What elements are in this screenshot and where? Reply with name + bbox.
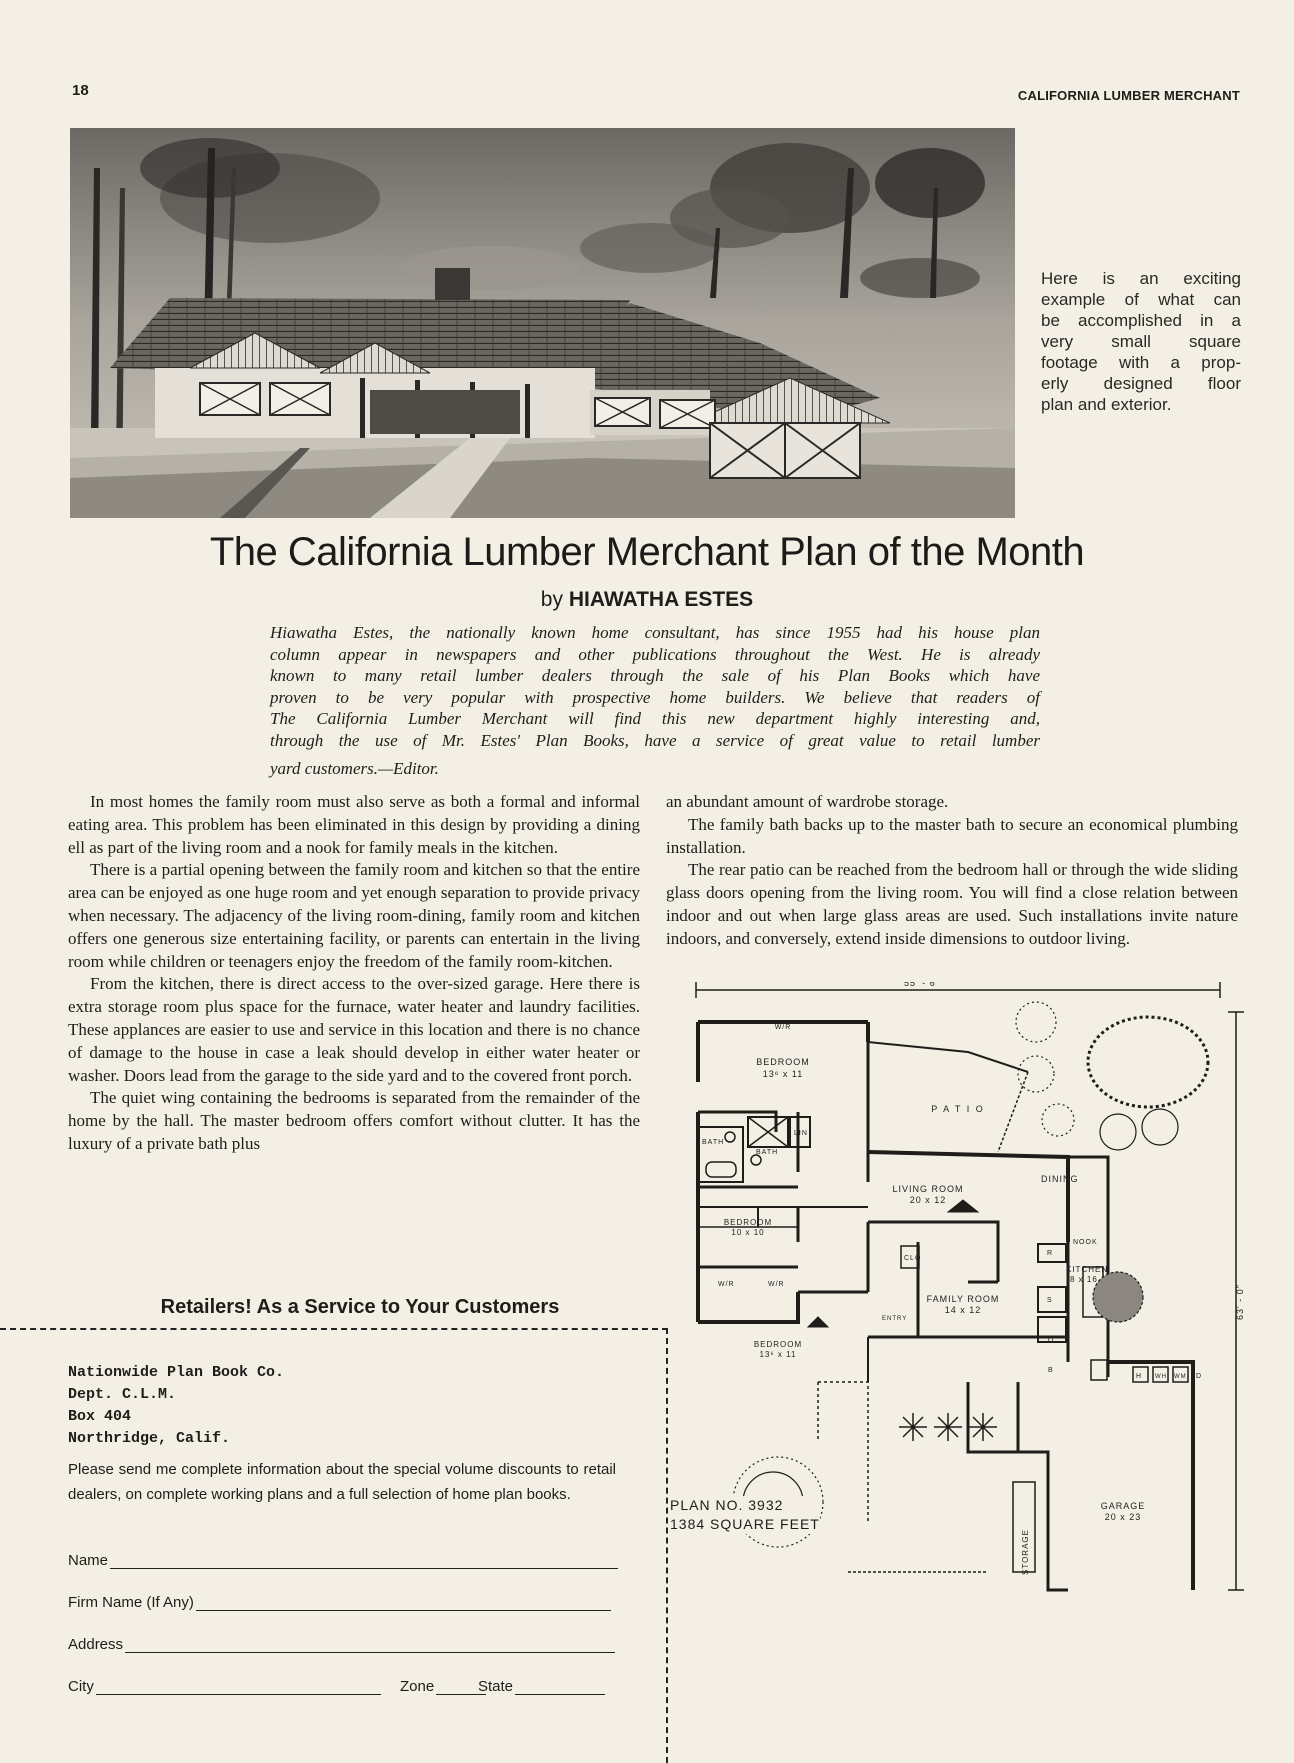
illustration-caption: [1041, 268, 1241, 415]
caption-line: erly designed floor: [1041, 374, 1241, 393]
city-blank[interactable]: [96, 1680, 381, 1695]
label-dryer: D: [1196, 1373, 1203, 1380]
article-column-right: [666, 791, 1238, 951]
intro-line: proven to be very popular with prospective home builders. We believe that readers of: [270, 687, 1040, 707]
name-blank[interactable]: [110, 1554, 618, 1569]
label-b: B: [1048, 1367, 1054, 1374]
label-oven: O: [1048, 1337, 1055, 1344]
depth-dimension: 63' - 0": [1235, 1284, 1245, 1320]
state-blank[interactable]: [515, 1680, 605, 1695]
paragraph: There is a partial opening between the family room and kitchen so that the entire area can be enjoyed as one huge room and yet enough separation to provide privacy when necessary. The adjacency of the living room-dining, family room and kitchen offers one generous size entertaining facility, or parents can entertain in the living room while children or teenagers enjoy the freedom of the family room-kitchen.: [68, 860, 640, 971]
paragraph: The rear patio can be reached from the bedroom hall or through the wide sliding glass doors opening from the living room. You will find a close relation between indoor and out when large glass areas are used. Such installations invite nature indoors, and conversely, extend inside dimensions to outdoor living.: [666, 860, 1238, 948]
label-closet: CLO: [904, 1255, 922, 1262]
label-wr-top: W/R: [774, 1024, 792, 1031]
zone-label: Zone: [400, 1678, 435, 1695]
label-bath-2: BATH: [756, 1149, 779, 1156]
label-bedroom-1-size: 13⁶ x 11: [762, 1069, 804, 1079]
coupon-request-text: Please send me complete information about the special volume discounts to retail dealers, on complete working plans and a full selection of home plan books.: [68, 1461, 616, 1503]
caption-line: Here is an exciting: [1041, 269, 1241, 288]
coupon-heading: Retailers! As a Service to Your Customers: [160, 1296, 560, 1318]
label-wr-1: W/R: [718, 1281, 735, 1288]
label-kitchen: KITCHEN: [1066, 1265, 1109, 1274]
label-lin: LIN: [794, 1130, 808, 1137]
width-dimension: 55' - 6": [904, 982, 940, 988]
byline-author: HIAWATHA ESTES: [568, 588, 754, 611]
label-family-room: FAMILY ROOM: [926, 1294, 1000, 1304]
editor-intro-signoff: yard customers.—Editor.: [270, 759, 439, 778]
plan-number-label: PLAN NO. 3932: [670, 1497, 784, 1513]
firm-label: Firm Name (If Any): [68, 1594, 194, 1611]
label-bath-1: BATH: [702, 1139, 725, 1146]
paragraph: From the kitchen, there is direct access to the over-sized garage. Here there is extra storage room plus space for the furnace, water heater and laundry facilities. These applances are easier to use and service in this location and there is no chance of damage to the house in case a leak should develop in either water heater or washer. Doors lead from the garage to the side yard and to the covered front porch.: [68, 974, 640, 1085]
paragraph: The quiet wing containing the bedrooms is separated from the remainder of the home by the hall. The master bedroom offers comfort without clutter. It has the luxury of a private bath plus: [68, 1088, 640, 1153]
state-field[interactable]: [478, 1678, 605, 1695]
byline: [0, 588, 1294, 612]
caption-line: plan and exterior.: [1041, 395, 1172, 414]
label-washer: WM: [1174, 1374, 1187, 1380]
intro-line: column appear in newspapers and other publications throughout the West. He is already: [270, 644, 1040, 664]
page-number: 18: [72, 82, 89, 99]
address-line: Box 404: [68, 1408, 132, 1425]
firm-blank[interactable]: [196, 1596, 611, 1611]
label-garage-size: 20 x 23: [1104, 1512, 1142, 1522]
label-nook: NOOK: [1073, 1239, 1098, 1246]
coupon-cut-line-top: [0, 1328, 668, 1330]
label-dining: DINING: [1041, 1174, 1079, 1184]
label-bedroom-2: BEDROOM: [723, 1218, 773, 1227]
plan-number: [670, 1496, 820, 1534]
label-water-heater: WH: [1155, 1374, 1167, 1380]
label-bedroom-1: BEDROOM: [756, 1057, 810, 1067]
firm-field[interactable]: [68, 1594, 611, 1611]
address-label: Address: [68, 1636, 124, 1653]
address-blank[interactable]: [125, 1638, 615, 1653]
name-label: Name: [68, 1552, 109, 1569]
caption-line: be accomplished in a: [1041, 311, 1241, 330]
article-column-left: [68, 791, 640, 1156]
zone-field[interactable]: [400, 1678, 486, 1695]
intro-line: through the use of Mr. Estes' Plan Books, have a service of great value to retail lumber: [270, 730, 1040, 750]
caption-line: very small square: [1041, 332, 1241, 351]
label-entry: ENTRY: [882, 1316, 908, 1322]
caption-line: footage with a prop-: [1041, 353, 1241, 372]
house-illustration: [70, 128, 1015, 518]
label-living-room-size: 20 x 12: [909, 1195, 947, 1205]
address-line: Northridge, Calif.: [68, 1430, 231, 1447]
label-bedroom-2-size: 10 x 10: [731, 1228, 765, 1237]
byline-prefix: by: [540, 588, 563, 611]
label-patio: P A T I O: [931, 1104, 985, 1114]
label-garage: GARAGE: [1100, 1501, 1146, 1511]
address-line: Nationwide Plan Book Co.: [68, 1364, 285, 1381]
paragraph: In most homes the family room must also serve as both a formal and informal eating area. This problem has been eliminated in this design by providing a dining ell as part of the living room and a nook for family meals in the kitchen.: [68, 792, 640, 857]
article-title: The California Lumber Merchant Plan of the Month: [209, 530, 1085, 574]
label-bedroom-3-size: 13⁶ x 11: [759, 1350, 797, 1359]
city-label: City: [68, 1678, 94, 1695]
running-head: CALIFORNIA LUMBER MERCHANT: [1017, 88, 1240, 103]
name-field[interactable]: [68, 1552, 618, 1569]
label-bedroom-3: BEDROOM: [753, 1340, 803, 1349]
house-drawing: [70, 128, 1015, 518]
intro-line: The California Lumber Merchant will find this new department highly interesting and,: [270, 709, 1040, 728]
editor-intro: [270, 622, 1040, 751]
address-line: Dept. C.L.M.: [68, 1386, 177, 1403]
label-refrigerator: R: [1047, 1250, 1054, 1257]
caption-line: example of what can: [1041, 290, 1241, 309]
label-living-room: LIVING ROOM: [892, 1184, 964, 1194]
label-family-room-size: 14 x 12: [944, 1305, 982, 1315]
mail-address: [68, 1362, 284, 1450]
label-heater: H: [1136, 1373, 1143, 1380]
intro-line: known to many retail lumber dealers through the sale of his Plan Books which have: [270, 666, 1040, 685]
label-kitchen-size: 8 x 16: [1070, 1275, 1098, 1284]
label-wr-2: W/R: [768, 1281, 785, 1288]
label-sink: S: [1047, 1297, 1053, 1304]
address-field[interactable]: [68, 1636, 615, 1653]
city-field[interactable]: [68, 1678, 381, 1695]
intro-line: Hiawatha Estes, the nationally known home consultant, has since 1955 had his house plan: [270, 623, 1040, 642]
label-storage: STORAGE: [1021, 1529, 1030, 1575]
plan-square-feet: 1384 SQUARE FEET: [670, 1516, 820, 1532]
paragraph: an abundant amount of wardrobe storage.: [666, 792, 949, 811]
paragraph: The family bath backs up to the master bath to secure an economical plumbing installation.: [666, 814, 1238, 857]
state-label: State: [478, 1678, 514, 1695]
